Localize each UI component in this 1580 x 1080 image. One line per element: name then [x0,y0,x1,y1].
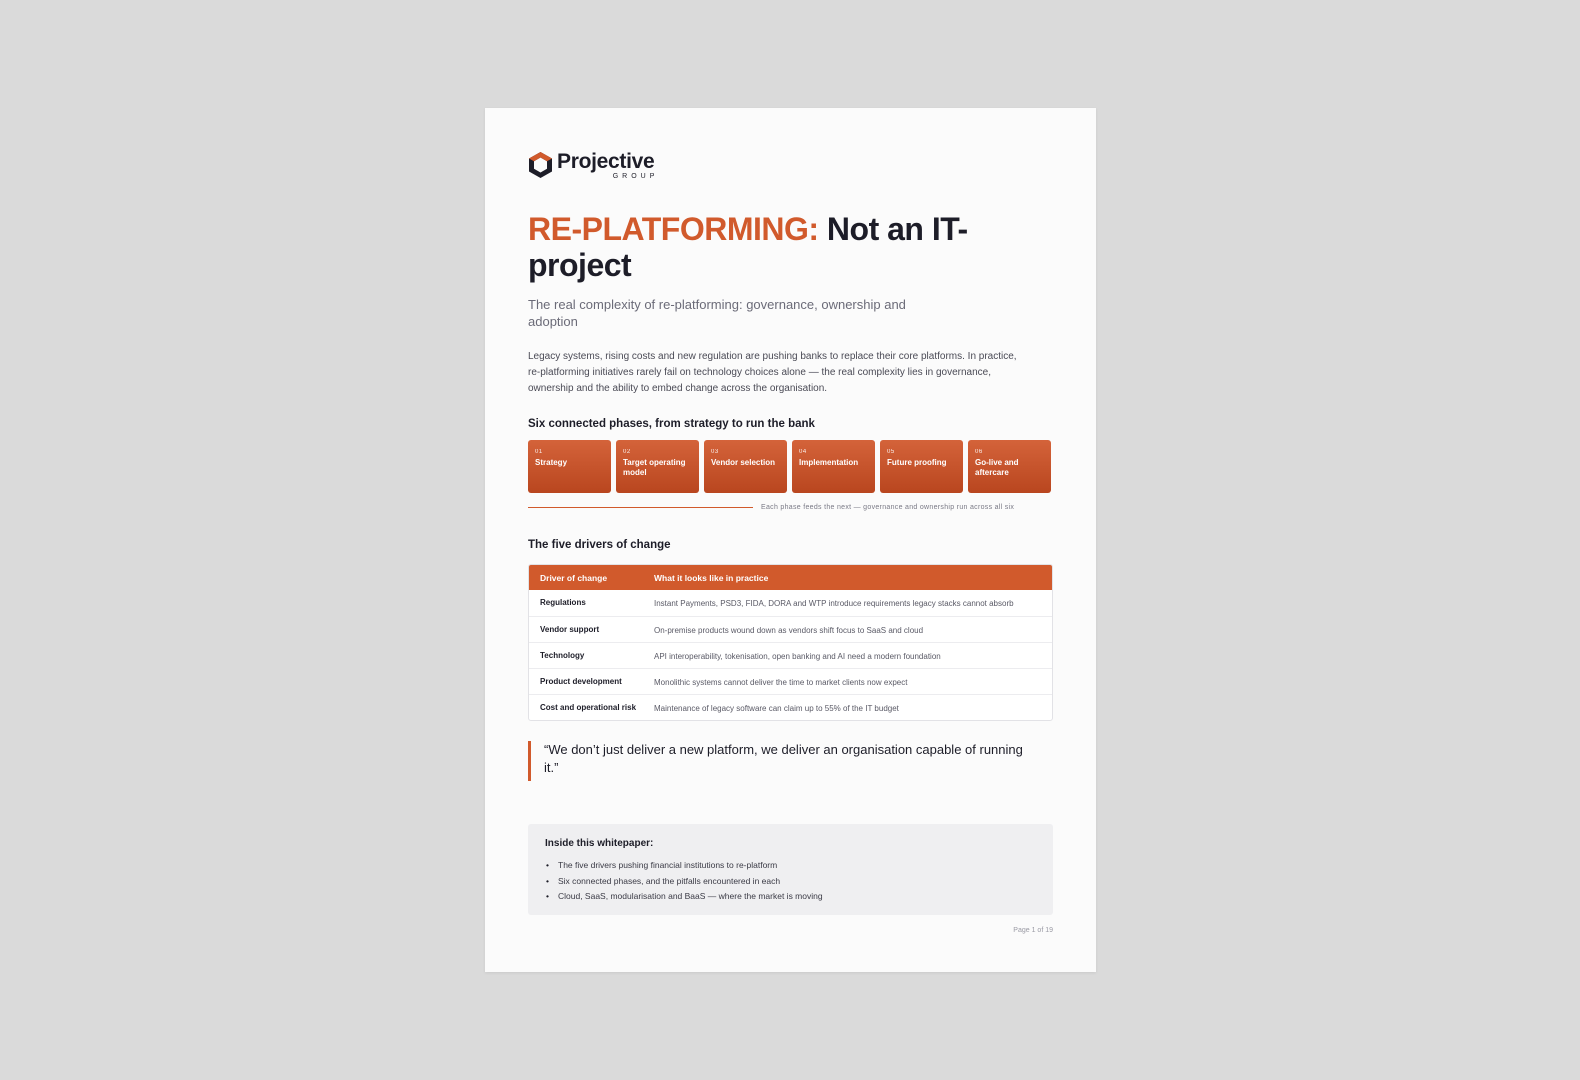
phase-number: 01 [535,449,543,455]
driver-cell: Cost and operational risk [540,703,637,712]
list-item: • Cloud, SaaS, modularisation and BaaS — where the market is moving [545,889,1036,905]
document-subtitle: The real complexity of re-platforming: governance, ownership and adoption [528,297,906,329]
pull-quote: “We don’t just deliver a new platform, we deliver an organisation capable of running it.” [528,741,1028,781]
practice-cell: Maintenance of legacy software can claim up to 55% of the IT budget [654,704,899,713]
phase-number: 05 [887,449,895,455]
phase-label: Go-live and aftercare [975,458,1019,477]
brand-wordmark [557,149,659,180]
inside-list [545,858,1036,905]
phase-label: Vendor selection [711,458,776,467]
drivers-heading: The five drivers of change [528,539,671,551]
phase-label: Target operating model [623,458,686,477]
phase-divider [528,507,753,508]
phase-number: 04 [799,449,807,455]
document-page [485,108,1096,972]
table-row [529,616,1052,642]
practice-cell: On-premise products wound down as vendors shift focus to SaaS and cloud [654,626,924,635]
table-row [529,590,1052,616]
table-header [529,565,1052,590]
brand-sub: GROUP [612,172,659,180]
table-row [529,642,1052,668]
table-row [529,694,1052,720]
document-title [528,211,998,283]
phase-note: Each phase feeds the next — governance and ownership run across all six [761,503,1015,511]
inside-title: Inside this whitepaper: [545,838,654,849]
table-row [529,668,1052,694]
practice-cell: Instant Payments, PSD3, FIDA, DORA and WTP introduce requirements legacy stacks cannot absorb [654,599,1014,608]
phase-label: Future proofing [887,458,947,467]
driver-cell: Technology [540,651,585,660]
driver-cell: Vendor support [540,625,600,634]
phases-row [528,440,1053,493]
phase-card [968,440,1051,493]
practice-cell: API interoperability, tokenisation, open banking and AI need a modern foundation [654,652,941,661]
table-body [529,590,1052,720]
title-rest: Not an IT-project [528,211,968,283]
phase-card [880,440,963,493]
phase-number: 02 [623,449,631,455]
phase-card [528,440,611,493]
phase-card [616,440,699,493]
phase-number: 03 [711,449,719,455]
drivers-table [528,564,1053,721]
phase-note-row [528,502,1053,512]
phase-card [792,440,875,493]
page-content [528,150,1053,915]
intro-paragraph: Legacy systems, rising costs and new regulation are pushing banks to replace their core platforms. In practice, re-platforming initiatives rarely fail on technology choices alone — the real complexity lies in governance, ownership and the ability to embed change across the organisation. [528,351,1017,394]
column-header-practice: What it looks like in practice [654,572,769,583]
list-item: • Six connected phases, and the pitfalls encountered in each [545,874,1036,890]
hexagon-logo-icon [528,151,553,179]
title-accent: RE-PLATFORMING: [528,211,819,247]
brand-name: Projective [557,149,655,173]
phase-number: 06 [975,449,983,455]
driver-cell: Regulations [540,598,586,607]
list-item: • The five drivers pushing financial institutions to re-platform [545,858,1036,874]
phases-heading: Six connected phases, from strategy to run the bank [528,418,815,430]
page-number: Page 1 of 19 [1013,927,1053,934]
phase-card [704,440,787,493]
practice-cell: Monolithic systems cannot deliver the time to market clients now expect [654,678,908,687]
inside-box [528,824,1053,915]
brand-logo [528,150,1053,180]
phase-label: Strategy [535,458,568,467]
phase-label: Implementation [799,458,859,467]
driver-cell: Product development [540,677,622,686]
column-header-driver: Driver of change [540,572,608,583]
